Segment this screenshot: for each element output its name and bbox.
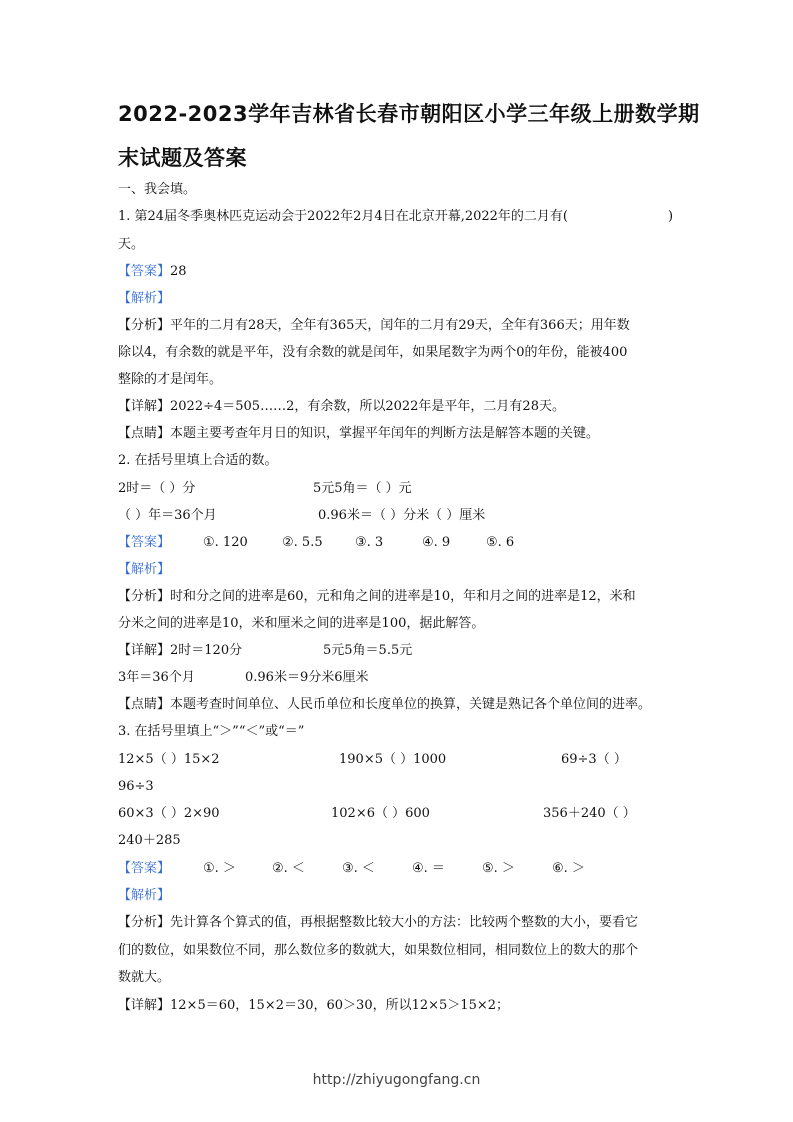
q1-dianjing xyxy=(118,426,599,442)
q3-row1-c: 69÷3（ ） xyxy=(561,752,627,767)
q3-answer-1: ①. ＞ xyxy=(203,861,236,876)
q2-fenxi-line1 xyxy=(118,589,636,605)
q1-stem-line1: 1. 第24届冬季奥林匹克运动会于2022年2月4日在北京开幕,2022年的二月有( xyxy=(118,209,568,224)
q2-row1-a: 2时＝（ ）分 xyxy=(118,481,196,496)
dianjing-text: 本题考查时间单位、人民币单位和长度单位的换算，关键是熟记各个单位间的进率。 xyxy=(170,697,652,712)
q2-row2-b: 0.96米＝（ ）分米（ ）厘米 xyxy=(318,508,486,523)
q1-analysis-tag: 【解析】 xyxy=(118,291,171,306)
q1-fenxi-line3: 整除的才是闰年。 xyxy=(118,372,223,387)
q2-answer-1: ①. 120 xyxy=(203,535,248,550)
q1-stem-paren-close: ) xyxy=(668,209,674,224)
q1-fenxi-line2: 除以4，有余数的就是平年，没有余数的就是闰年，如果尾数字为两个0的年份，能被400 xyxy=(118,345,628,360)
fenxi-tag: 【分析】 xyxy=(118,589,171,604)
q3-row1-b: 190×5（ ）1000 xyxy=(339,752,447,767)
q1-stem-line2: 天。 xyxy=(118,237,145,252)
q2-answer-4: ④. 9 xyxy=(422,535,451,550)
answer-tag: 【答案】 xyxy=(118,535,171,550)
q3-answer-6: ⑥. ＞ xyxy=(552,861,585,876)
q3-fenxi-line1 xyxy=(118,915,638,931)
q2-row1-b: 5元5角＝（ ）元 xyxy=(313,481,412,496)
q3-row2-b: 102×6（ ）600 xyxy=(331,806,430,821)
fenxi-tag: 【分析】 xyxy=(118,915,171,930)
q3-answer-row xyxy=(118,861,170,877)
xiangjie-text: 12×5＝60，15×2＝30，60＞30，所以12×5＞15×2； xyxy=(170,998,510,1013)
section-heading: 一、我会填。 xyxy=(118,182,197,197)
q2-stem: 2. 在括号里填上合适的数。 xyxy=(118,453,278,468)
dianjing-tag: 【点睛】 xyxy=(118,426,171,441)
q3-answer-2: ②. ＜ xyxy=(272,861,305,876)
q3-row1-a: 12×5（ ）15×2 xyxy=(118,752,220,767)
q2-row2-a: （ ）年＝36个月 xyxy=(118,508,217,523)
q2-xiangjie-d: 0.96米＝9分米6厘米 xyxy=(245,670,369,685)
fenxi-text: 平年的二月有28天，全年有365天，闰年的二月有29天，全年有366天；用年数 xyxy=(170,318,630,333)
q2-xiangjie-row1 xyxy=(118,643,242,659)
q2-xiangjie-c: 3年＝36个月 xyxy=(118,670,195,685)
xiangjie-tag: 【详解】 xyxy=(118,998,171,1013)
q3-answer-5: ⑤. ＞ xyxy=(482,861,515,876)
q1-xiangjie xyxy=(118,399,565,415)
page-title-line1: 2022-2023学年吉林省长春市朝阳区小学三年级上册数学期 xyxy=(118,102,700,126)
xiangjie-text-a: 2时＝120分 xyxy=(170,643,243,658)
q3-fenxi-line3: 数就大。 xyxy=(118,970,171,985)
dianjing-text: 本题主要考查年月日的知识，掌握平年闰年的判断方法是解答本题的关键。 xyxy=(170,426,600,441)
q2-xiangjie-b: 5元5角＝5.5元 xyxy=(323,643,413,658)
fenxi-tag: 【分析】 xyxy=(118,318,171,333)
q3-row1-d: 96÷3 xyxy=(118,779,154,794)
fenxi-text: 时和分之间的进率是60，元和角之间的进率是10，年和月之间的进率是12，米和 xyxy=(170,589,636,604)
q1-fenxi-line1 xyxy=(118,318,630,334)
q2-analysis-tag: 【解析】 xyxy=(118,562,171,577)
q3-row2-a: 60×3（ ）2×90 xyxy=(118,806,220,821)
q3-answer-4: ④. ＝ xyxy=(412,861,445,876)
q3-row2-c: 356＋240（ ） xyxy=(543,806,636,821)
answer-value: 28 xyxy=(170,264,187,279)
q2-dianjing xyxy=(118,697,651,713)
q3-xiangjie xyxy=(118,998,509,1014)
q2-answer-5: ⑤. 6 xyxy=(486,535,515,550)
q3-answer-3: ③. ＜ xyxy=(342,861,375,876)
q2-answer-row xyxy=(118,535,170,551)
q2-answer-2: ②. 5.5 xyxy=(282,535,323,550)
q1-answer xyxy=(118,264,187,280)
xiangjie-tag: 【详解】 xyxy=(118,399,171,414)
q2-fenxi-line2: 分米之间的进率是10，米和厘米之间的进率是100，据此解答。 xyxy=(118,616,485,631)
q3-stem: 3. 在括号里填上“＞”“＜”或“＝” xyxy=(118,724,305,739)
footer-url[interactable]: http://zhiyugongfang.cn xyxy=(312,1072,481,1088)
answer-tag: 【答案】 xyxy=(118,861,171,876)
xiangjie-tag: 【详解】 xyxy=(118,643,171,658)
dianjing-tag: 【点睛】 xyxy=(118,697,171,712)
q3-fenxi-line2: 们的数位，如果数位不同，那么数位多的数就大，如果数位相同，相同数位上的数大的那个 xyxy=(118,943,639,958)
q3-row2-d: 240＋285 xyxy=(118,833,181,848)
q2-answer-3: ③. 3 xyxy=(355,535,384,550)
xiangjie-text: 2022÷4＝505……2，有余数，所以2022年是平年，二月有28天。 xyxy=(170,399,565,414)
answer-tag: 【答案】 xyxy=(118,264,171,279)
page-title-line2: 末试题及答案 xyxy=(118,146,247,170)
q3-analysis-tag: 【解析】 xyxy=(118,888,171,903)
fenxi-text: 先计算各个算式的值，再根据整数比较大小的方法：比较两个整数的大小，要看它 xyxy=(170,915,639,930)
